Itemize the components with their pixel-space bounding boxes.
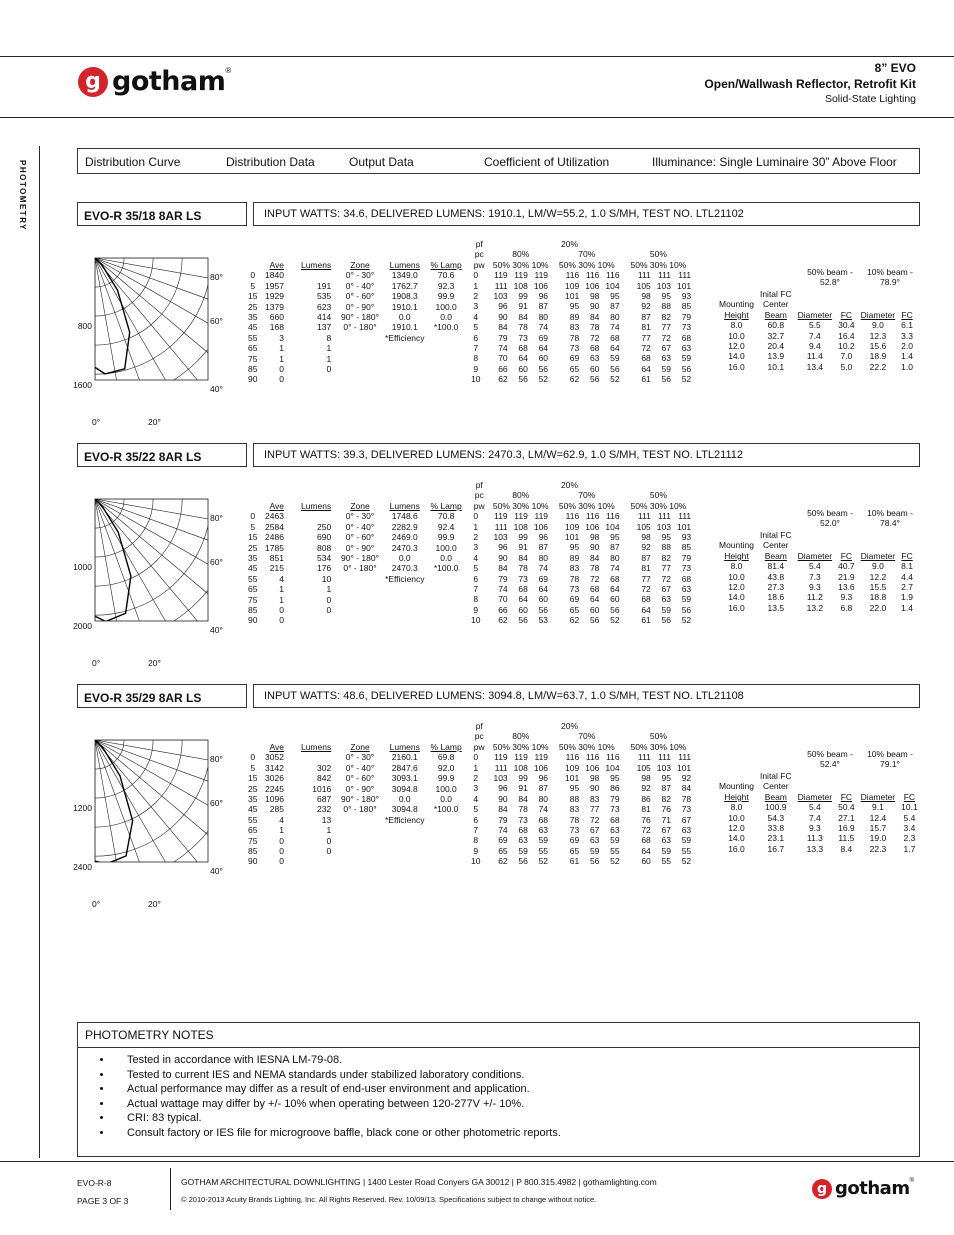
tab-coefficient-of-utilization[interactable]: Coefficient of Utilization (484, 155, 610, 169)
output-col-header: % Lamp (430, 742, 462, 752)
table-row: 0° - 30° 2160.1 69.8 (345, 752, 455, 763)
footer-address: GOTHAM ARCHITECTURAL DOWNLIGHTING | 1400 Lester Road Conyers GA 30012 | P 800.315.4982 | gothamlighting.com (181, 1177, 657, 1187)
table-row: 5 84 78 74 83 78 74 81 77 73 (473, 563, 692, 574)
gotham-logo (78, 66, 231, 97)
table-row: 0° - 180° 2470.3 *100.0 (343, 563, 459, 574)
coefficient-table: pf 20% pc 80% 70% 50% pw 50% 30% 10% 50% 30% 10% 50% 30% 10% 0 119 119 119 116 116 116 111 111 111 1 111 108 106 109 106 104 105 103 101 2 103 99 96 101 98 95 98 95 93 3 96 91 87 95 90 87 92 88 85 4 90 84 80 89 84 80 87 82 79 5 84 78 74 83 78 74 81 77 73 6 79 73 69 78 72 68 77 72 68 7 74 68 64 73 68 64 72 67 63 8 70 64 60 69 64 60 68 63 59 9 66 60 56 65 60 56 64 59 56 10 62 56 53 62 56 52 61 56 52 (468, 480, 694, 626)
table-row: 3 96 91 87 95 90 86 92 87 84 (473, 783, 692, 794)
table-row: 16.0 16.7 13.3 8.4 22.3 1.7 (728, 843, 916, 854)
photometry-notes (77, 1022, 920, 1157)
beam50-value: 52.4° (820, 759, 840, 770)
table-row: 0 2463 (250, 511, 284, 522)
table-row: 0° - 90° 3094.8 100.0 (345, 783, 457, 794)
table-row: 45 285 232 (248, 804, 332, 815)
radial-label-2: 2000 (73, 621, 92, 631)
table-row: 7 74 68 64 73 68 64 72 67 63 (473, 584, 692, 595)
table-row: 5 84 78 74 83 78 74 81 77 73 (473, 322, 692, 333)
tab-distribution-data[interactable]: Distribution Data (226, 155, 315, 169)
table-row: 0° - 30° 1748.6 70.8 (345, 511, 455, 522)
footer-copyright: © 2010-2013 Acuity Brands Lighting, Inc. All Rights Reserved. Rev. 10/09/13. Specifications subject to change without notice. (181, 1195, 597, 1204)
table-row: 85 0 0 (248, 846, 332, 857)
table-row: 0° - 60° 3093.1 99.9 (345, 773, 455, 784)
table-row: 45 215 176 (248, 563, 332, 574)
beam10-value: 79.1° (880, 759, 900, 770)
radial-gridline (95, 499, 152, 655)
table-row: 75 1 1 (248, 353, 332, 364)
ring-gridline (90, 495, 230, 655)
table-row: 9 66 60 56 65 60 56 64 59 56 (473, 363, 692, 374)
table-row: 90° - 180° 0.0 0.0 (341, 553, 453, 564)
gotham-g-icon: g (78, 67, 108, 97)
angle-label-40: 40° (210, 866, 223, 876)
radial-gridline (95, 740, 152, 896)
radial-gridline (95, 740, 202, 867)
radial-gridline (95, 258, 230, 341)
efficiency-note: *Efficiency (385, 814, 425, 825)
table-row: 5 1957 191 (250, 280, 332, 291)
table-row: 10.0 32.7 7.4 16.4 12.3 3.3 (728, 330, 913, 341)
table-row: 9 66 60 56 65 60 56 64 59 56 (473, 604, 692, 615)
radial-label-1: 1000 (73, 562, 92, 572)
table-row: 7 74 68 63 73 67 63 72 67 63 (473, 825, 692, 836)
table-row: 0° - 180° 1910.1 *100.0 (343, 322, 459, 333)
ring-gridline (90, 495, 230, 644)
note-item: • Actual performance may differ as a result of end-user environment and application. (113, 1082, 919, 1097)
radial-gridline (95, 258, 152, 414)
efficiency-note: *Efficiency (385, 332, 425, 343)
tab-illuminance[interactable]: Illuminance: Single Luminaire 30” Above Floor (652, 155, 897, 169)
table-row: 2 103 99 96 101 98 95 98 95 93 (473, 291, 692, 302)
angle-label-40: 40° (210, 625, 223, 635)
beam50-value: 52.8° (820, 277, 840, 288)
output-data-table (338, 501, 465, 584)
plot-frame (95, 258, 208, 380)
radial-label-2: 2400 (73, 862, 92, 872)
table-row: 0° - 40° 2282.9 92.4 (345, 521, 455, 532)
ring-gridline (90, 254, 230, 403)
table-row: 15 1929 535 (248, 291, 332, 302)
distribution-data-table (244, 742, 334, 867)
table-row: 25 1785 808 (248, 542, 332, 553)
section-name: EVO-R 35/22 8AR LS (77, 443, 247, 467)
angle-label-60: 60° (210, 316, 223, 326)
angle-label-60: 60° (210, 798, 223, 808)
table-row: 16.0 10.1 13.4 5.0 22.2 1.0 (728, 361, 913, 372)
beam10-label: 10% beam - (867, 267, 913, 277)
radial-gridline (95, 499, 202, 626)
table-row: 0 119 119 119 116 116 116 111 111 111 (473, 270, 692, 281)
table-row: 6 79 73 69 78 72 68 77 72 68 (473, 573, 692, 584)
product-header (704, 61, 916, 105)
radial-label-1: 800 (77, 321, 92, 331)
table-row: 0° - 60° 2469.0 99.9 (345, 532, 455, 543)
beam10-label: 10% beam - (867, 749, 913, 759)
logo-registered: ® (909, 1178, 914, 1184)
distribution-curve (90, 254, 230, 414)
table-row: 0° - 180° 3094.8 *100.0 (343, 804, 459, 815)
gotham-g-icon: g (812, 1179, 832, 1199)
table-row: 6 79 73 68 78 72 68 76 71 67 (473, 814, 692, 825)
table-row: 35 660 414 (248, 312, 332, 323)
table-row: 90° - 180° 0.0 0.0 (341, 312, 453, 323)
table-row: 10 62 56 53 62 56 52 61 56 52 (471, 615, 692, 626)
table-row: 0° - 90° 1910.1 100.0 (345, 301, 457, 312)
radial-gridline (95, 499, 222, 606)
table-row: 10 62 56 52 61 56 52 60 55 52 (471, 856, 692, 867)
output-col-header: Zone (350, 742, 370, 752)
table-row: 12.0 27.3 9.3 13.6 15.5 2.7 (728, 582, 913, 593)
plot-frame (95, 740, 208, 862)
table-row: 5 2584 250 (250, 521, 332, 532)
product-subtitle: Open/Wallwash Reflector, Retrofit Kit (704, 77, 916, 91)
output-data-table (338, 260, 465, 343)
col-lumens: Lumens (300, 260, 332, 270)
table-row: 90 0 (248, 374, 284, 385)
table-row: 8 69 63 59 69 63 59 68 63 59 (473, 835, 692, 846)
angle-label-60: 60° (210, 557, 223, 567)
table-row: 0° - 40° 2847.6 92.0 (345, 762, 455, 773)
table-row: 25 1379 623 (248, 301, 332, 312)
radial-gridline (95, 740, 230, 823)
logo-registered: ® (225, 66, 232, 75)
table-row: 45 168 137 (248, 322, 332, 333)
table-row: 0 119 119 119 116 116 116 111 111 111 (473, 752, 692, 763)
input-line: INPUT WATTS: 48.6, DELIVERED LUMENS: 3094.8, LM/W=63.7, 1.0 S/MH, TEST NO. LTL21108 (253, 684, 920, 708)
table-row: 5 84 78 74 83 77 73 81 76 73 (473, 804, 692, 815)
left-rule (39, 146, 40, 1158)
table-row: 14.0 18.6 11.2 9.3 18.8 1.9 (728, 592, 913, 603)
table-row: 85 0 0 (248, 605, 332, 616)
output-data-table (338, 742, 465, 825)
output-col-header: Lumens (389, 742, 420, 752)
table-row: 0 119 119 119 116 116 116 111 111 111 (473, 511, 692, 522)
table-row: 25 2245 1016 (248, 783, 332, 794)
beam10-label: 10% beam - (867, 508, 913, 518)
angle-label-80: 80° (210, 513, 223, 523)
tab-distribution-curve[interactable]: Distribution Curve (85, 155, 181, 169)
table-row: 65 1 1 (248, 825, 332, 836)
ring-gridline (90, 736, 230, 885)
angle-label-20: 20° (148, 899, 161, 909)
note-item: • Tested to current IES and NEMA standards under stabilized laboratory conditions. (113, 1068, 919, 1083)
table-row: 55 4 10 (248, 573, 332, 584)
table-row: 90° - 180° 0.0 0.0 (341, 794, 453, 805)
table-row: 65 1 1 (248, 343, 332, 354)
table-row: 12.0 20.4 9.4 10.2 15.6 2.0 (728, 341, 913, 352)
section-tabs (77, 148, 920, 174)
table-row: 4 90 84 80 89 84 80 87 82 79 (473, 552, 692, 563)
table-row: 15 3026 842 (248, 773, 332, 784)
beam50-label: 50% beam - (807, 267, 853, 277)
note-item: • Actual wattage may differ by +/- 10% when operating between 120-277V +/- 10%. (113, 1097, 919, 1112)
input-line: INPUT WATTS: 34.6, DELIVERED LUMENS: 1910.1, LM/W=55.2, 1.0 S/MH, TEST NO. LTL21102 (253, 202, 920, 226)
output-col-header: Lumens (389, 501, 420, 511)
output-col-header: % Lamp (430, 501, 462, 511)
beam50-label: 50% beam - (807, 749, 853, 759)
angle-label-40: 40° (210, 384, 223, 394)
coefficient-table: pf 20% pc 80% 70% 50% pw 50% 30% 10% 50% 30% 10% 50% 30% 10% 0 119 119 119 116 116 116 111 111 111 1 111 108 106 109 106 104 105 103 101 2 103 99 96 101 98 95 98 95 92 3 96 91 87 95 90 86 92 87 84 4 90 84 80 88 83 79 86 82 78 5 84 78 74 83 77 73 81 76 73 6 79 73 68 78 72 68 76 71 67 7 74 68 63 73 67 63 72 67 63 8 69 63 59 69 63 59 68 63 59 9 65 59 55 65 59 55 64 59 55 10 62 56 52 61 56 52 60 55 52 (468, 721, 694, 867)
output-col-header: % Lamp (430, 260, 462, 270)
plot-frame (95, 499, 208, 621)
table-row: 2 103 99 96 101 98 95 98 95 92 (473, 773, 692, 784)
col-ave: Ave (269, 501, 284, 511)
output-col-header: Zone (350, 260, 370, 270)
table-row: 15 2486 690 (248, 532, 332, 543)
table-row: 0 1840 (250, 270, 284, 281)
distribution-data-table (244, 260, 334, 385)
note-item: • Tested in accordance with IESNA LM-79-08. (113, 1053, 919, 1068)
angle-label-0: 0° (92, 658, 101, 668)
table-row: 9 65 59 55 65 59 55 64 59 55 (473, 845, 692, 856)
table-row: 3 96 91 87 95 90 87 92 88 85 (473, 301, 692, 312)
table-row: 0 3052 (250, 752, 284, 763)
footer-page: PAGE 3 OF 3 (77, 1196, 129, 1206)
distribution-data-table (244, 501, 334, 626)
table-row: 8.0 81.4 5.4 40.7 9.0 8.1 (730, 561, 913, 572)
table-row: 55 3 8 (248, 332, 332, 343)
distribution-curve (90, 495, 230, 655)
footer-logo (812, 1178, 914, 1199)
footer-logo-text: gotham (835, 1178, 910, 1199)
radial-label-1: 1200 (73, 803, 92, 813)
col-ave: Ave (269, 742, 284, 752)
table-row: 75 1 0 (248, 594, 332, 605)
radial-label-2: 1600 (73, 380, 92, 390)
table-row: 10 62 56 52 62 56 52 61 56 52 (471, 374, 692, 385)
tab-output-data[interactable]: Output Data (349, 155, 414, 169)
table-row: 8.0 100.9 5.4 50.4 9.1 10.1 (730, 802, 918, 813)
table-row: 90 0 (248, 856, 284, 867)
table-row: 12.0 33.8 9.3 16.9 15.7 3.4 (728, 823, 916, 834)
table-row: 4 90 84 80 89 84 80 87 82 79 (473, 311, 692, 322)
radial-gridline (95, 499, 230, 582)
coefficient-table: pf 20% pc 80% 70% 50% pw 50% 30% 10% 50% 30% 10% 50% 30% 10% 0 119 119 119 116 116 116 111 111 111 1 111 108 106 109 106 104 105 103 101 2 103 99 96 101 98 95 98 95 93 3 96 91 87 95 90 87 92 88 85 4 90 84 80 89 84 80 87 82 79 5 84 78 74 83 78 74 81 77 73 6 79 73 69 78 72 68 77 72 68 7 74 68 64 73 68 64 72 67 63 8 70 64 60 69 63 59 68 63 59 9 66 60 56 65 60 56 64 59 56 10 62 56 52 62 56 52 61 56 52 (468, 239, 694, 385)
table-row: 14.0 13.9 11.4 7.0 18.9 1.4 (728, 351, 913, 362)
radial-gridline (95, 258, 202, 385)
table-row: 3 96 91 87 95 90 87 92 88 85 (473, 542, 692, 553)
candela-curve (95, 499, 131, 622)
beam50-value: 52.0° (820, 518, 840, 529)
radial-gridline (95, 740, 222, 847)
ring-gridline (90, 736, 211, 856)
radial-gridline (95, 258, 222, 365)
beam10-value: 78.4° (880, 518, 900, 529)
table-row: 8.0 60.8 5.5 30.4 9.0 6.1 (730, 320, 913, 331)
table-row: 7 74 68 64 73 68 64 72 67 63 (473, 343, 692, 354)
section-name: EVO-R 35/18 8AR LS (77, 202, 247, 226)
efficiency-note: *Efficiency (385, 573, 425, 584)
table-row: 0° - 40° 1762.7 92.3 (345, 280, 455, 291)
product-title: 8” EVO (874, 61, 916, 75)
table-row: 85 0 0 (248, 364, 332, 375)
table-row: 10.0 43.8 7.3 21.9 12.2 4.4 (728, 571, 913, 582)
angle-label-0: 0° (92, 899, 101, 909)
angle-label-0: 0° (92, 417, 101, 427)
table-row: 65 1 1 (248, 584, 332, 595)
radial-gridline (95, 499, 124, 655)
table-row: 90 0 (248, 615, 284, 626)
radial-gridline (95, 740, 124, 896)
table-row: 0° - 60° 1908.3 99.9 (345, 291, 455, 302)
input-line: INPUT WATTS: 39.3, DELIVERED LUMENS: 2470.3, LM/W=62.9, 1.0 S/MH, TEST NO. LTL21112 (253, 443, 920, 467)
table-row: 4 90 84 80 88 83 79 86 82 78 (473, 793, 692, 804)
col-lumens: Lumens (300, 742, 332, 752)
radial-gridline (95, 258, 124, 414)
table-row: 14.0 23.1 11.3 11.5 19.0 2.3 (728, 833, 916, 844)
table-row: 10.0 54.3 7.4 27.1 12.4 5.4 (728, 812, 916, 823)
angle-label-80: 80° (210, 754, 223, 764)
product-category: Solid-State Lighting (824, 93, 916, 105)
table-row: 2 103 99 96 101 98 95 98 95 93 (473, 532, 692, 543)
distribution-curve (90, 736, 230, 896)
section-name: EVO-R 35/29 8AR LS (77, 684, 247, 708)
col-lumens: Lumens (300, 501, 332, 511)
table-row: 8 70 64 60 69 63 59 68 63 59 (473, 353, 692, 364)
angle-label-20: 20° (148, 417, 161, 427)
table-row: 0° - 30° 1349.0 70.6 (345, 270, 455, 281)
logo-text: gotham (112, 66, 226, 97)
footer-code: EVO-R-8 (77, 1178, 112, 1188)
ring-gridline (90, 495, 211, 615)
beam50-label: 50% beam - (807, 508, 853, 518)
table-row: 1 111 108 106 109 106 104 105 103 101 (473, 280, 692, 291)
angle-label-20: 20° (148, 658, 161, 668)
side-label: PHOTOMETRY (18, 160, 27, 232)
table-row: 35 851 534 (248, 553, 332, 564)
table-row: 6 79 73 69 78 72 68 77 72 68 (473, 332, 692, 343)
table-row: 75 0 0 (248, 835, 332, 846)
notes-title: PHOTOMETRY NOTES (78, 1023, 919, 1048)
note-item: • CRI: 83 typical. (113, 1111, 919, 1126)
output-col-header: Zone (350, 501, 370, 511)
ring-gridline (90, 254, 211, 374)
table-row: 0° - 90° 2470.3 100.0 (345, 542, 457, 553)
table-row: 1 111 108 106 109 106 104 105 103 101 (473, 762, 692, 773)
table-row: 1 111 108 106 109 106 104 105 103 101 (473, 521, 692, 532)
angle-label-80: 80° (210, 272, 223, 282)
table-row: 16.0 13.5 13.2 6.8 22.0 1.4 (728, 602, 913, 613)
ring-gridline (90, 254, 230, 414)
table-row: 35 1096 687 (248, 794, 332, 805)
note-item: • Consult factory or IES file for microgroove baffle, black cone or other photometric reports. (113, 1126, 919, 1141)
col-ave: Ave (269, 260, 284, 270)
output-col-header: Lumens (389, 260, 420, 270)
table-row: 5 3142 302 (250, 762, 332, 773)
table-row: 55 4 13 (248, 814, 332, 825)
table-row: 8 70 64 60 69 64 60 68 63 59 (473, 594, 692, 605)
beam10-value: 78.9° (880, 277, 900, 288)
